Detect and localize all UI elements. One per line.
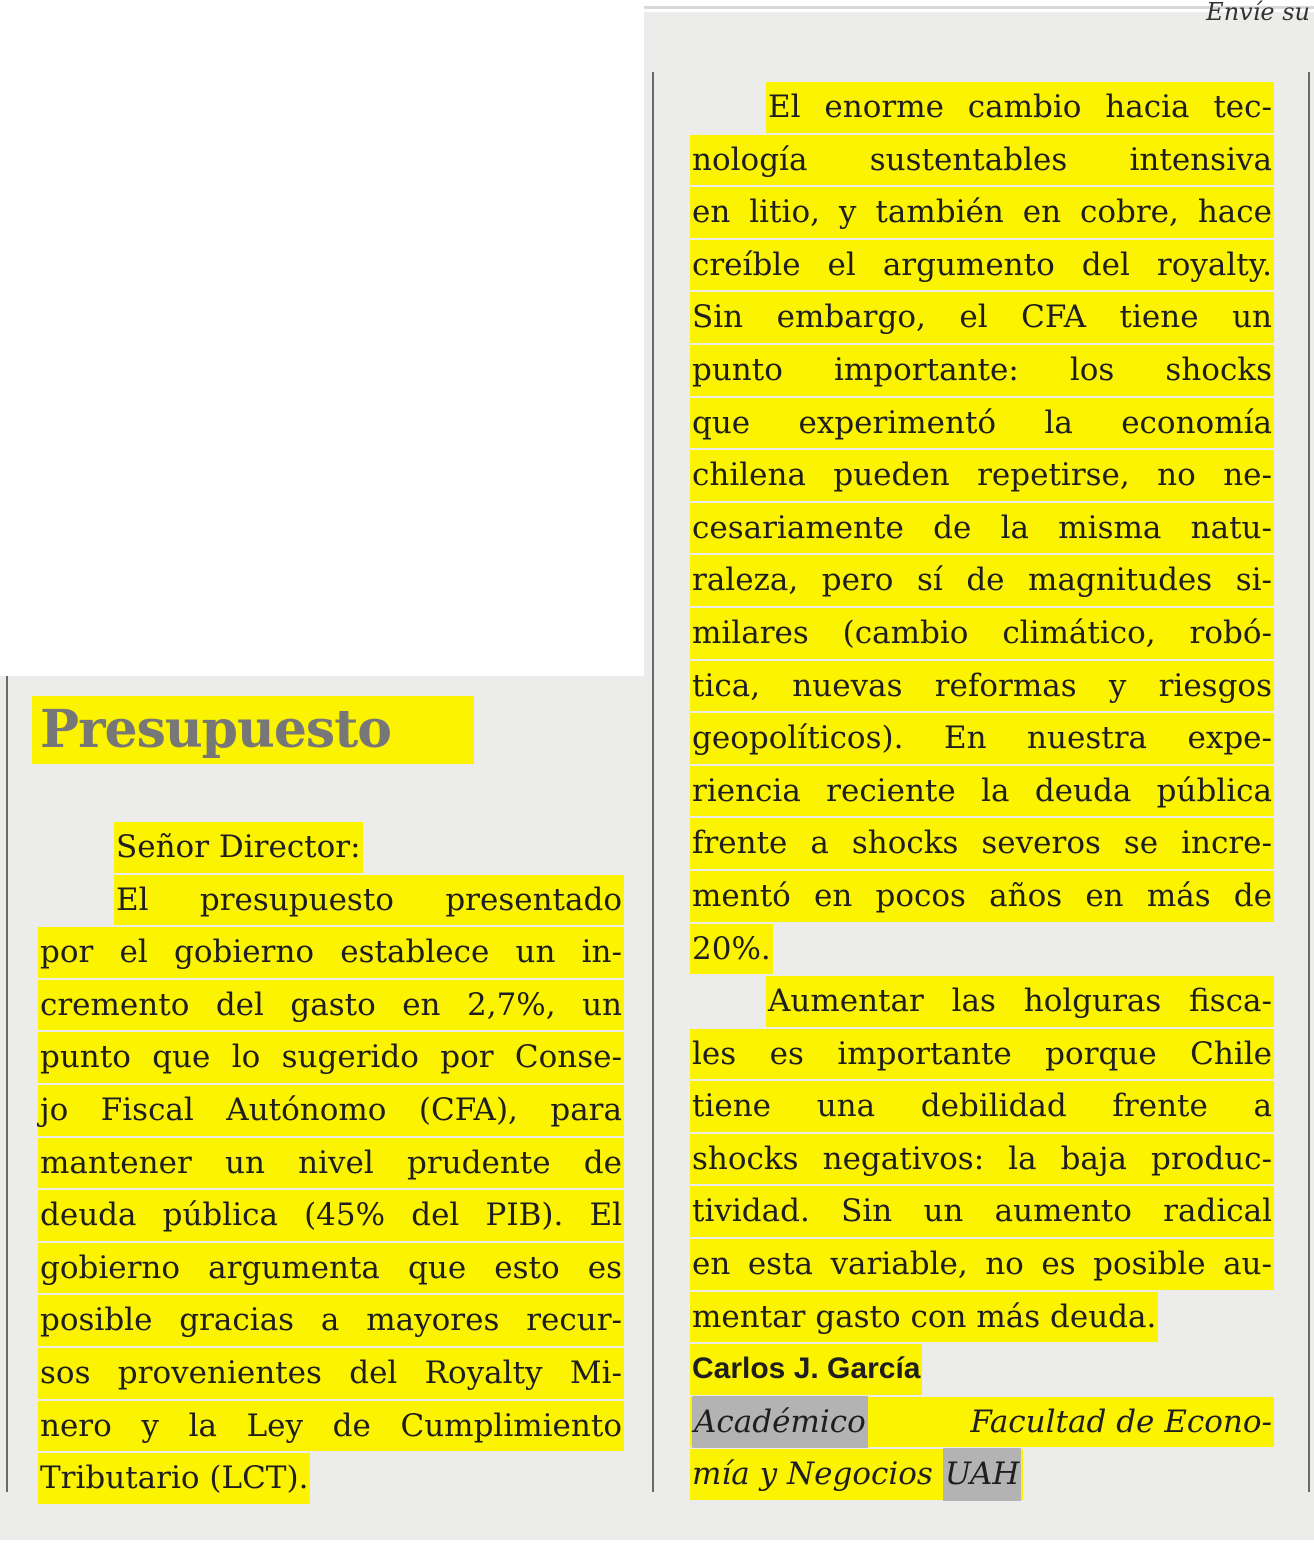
- highlighted-text: [38, 1401, 624, 1452]
- line-text: cremento del gasto en 2,7%, un: [40, 986, 622, 1023]
- highlighted-text: [690, 1239, 1274, 1290]
- text-line: [38, 1188, 624, 1241]
- highlighted-text: [690, 924, 773, 975]
- line-text: mentó en pocos años en más de: [692, 877, 1272, 914]
- line-text: creíble el argumento del royalty.: [692, 246, 1272, 283]
- line-text: tica, nuevas reformas y riesgos: [692, 667, 1272, 704]
- highlighted-text: [114, 875, 624, 926]
- text-line: [690, 448, 1274, 501]
- text-line: [690, 290, 1274, 343]
- highlighted-text: [690, 345, 1274, 396]
- highlighted-text: [690, 818, 1274, 869]
- text-line: [690, 133, 1274, 186]
- line-text: Tributario (LCT).: [40, 1460, 309, 1497]
- author-name: Carlos J. García: [692, 1352, 921, 1386]
- text-line: [38, 1241, 624, 1294]
- column-rule-right: [1308, 72, 1310, 1492]
- highlighted-text: [690, 240, 1274, 291]
- text-line: [690, 869, 1274, 922]
- line-text: frente a shocks severos se incre-: [692, 825, 1272, 862]
- highlighted-text: [690, 503, 1274, 554]
- highlighted-text: [690, 713, 1274, 764]
- highlighted-text: [38, 1295, 624, 1346]
- line-text: cesariamente de la misma natu-: [692, 509, 1272, 546]
- affiliation-university: UAH: [943, 1448, 1022, 1501]
- text-line: [38, 1136, 624, 1189]
- text-line: [690, 185, 1274, 238]
- text-line: [690, 396, 1274, 449]
- line-text: mentar gasto con más deuda.: [692, 1298, 1157, 1335]
- headline: Presupuesto: [40, 699, 391, 760]
- highlighted-text: [690, 398, 1274, 449]
- affiliation-line-1: [690, 1395, 1274, 1448]
- highlighted-text: [690, 1292, 1158, 1343]
- affiliation-line-2: [690, 1447, 1274, 1500]
- line-text: mantener un nivel prudente de: [40, 1144, 622, 1181]
- text-line: [690, 816, 1274, 869]
- text-line: [38, 1399, 624, 1452]
- line-text: punto importante: los shocks: [692, 351, 1272, 388]
- left-text-column: [38, 820, 624, 1504]
- line-text: milares (cambio climático, robó-: [692, 614, 1272, 651]
- line-text: chilena pueden repetirse, no ne-: [692, 457, 1272, 494]
- highlighted-text: [690, 1134, 1274, 1185]
- text-line: [690, 1027, 1274, 1080]
- text-line: [38, 1030, 624, 1083]
- line-text: nero y la Ley de Cumplimiento: [40, 1407, 622, 1444]
- text-line: [690, 711, 1274, 764]
- text-line: [690, 922, 1274, 975]
- highlighted-text: [690, 450, 1274, 501]
- line-text: deuda pública (45% del PIB). El: [40, 1197, 622, 1234]
- highlighted-text: [690, 292, 1274, 343]
- text-line: [690, 1184, 1274, 1237]
- line-text: nología sustentables intensiva: [692, 141, 1272, 178]
- text-line: [38, 1451, 624, 1504]
- highlighted-text: [690, 608, 1274, 659]
- highlighted-text: [766, 82, 1274, 133]
- highlighted-text: [114, 822, 363, 873]
- right-text-column: [690, 80, 1274, 1500]
- text-line: [38, 1346, 624, 1399]
- line-text: geopolíticos). En nuestra expe-: [692, 720, 1272, 757]
- highlighted-text: [690, 1186, 1274, 1237]
- affiliation-highlight: [690, 1397, 1274, 1448]
- text-line: [690, 764, 1274, 817]
- column-rule-middle: [652, 72, 654, 1492]
- line-text: en esta variable, no es posible au-: [692, 1246, 1272, 1283]
- line-text: punto que lo sugerido por Conse-: [40, 1039, 622, 1076]
- text-line: [38, 1083, 624, 1136]
- text-line: [690, 1237, 1274, 1290]
- highlighted-text: [690, 187, 1274, 238]
- line-text: gobierno argumenta que esto es: [40, 1249, 622, 1286]
- headline-highlight: [32, 696, 474, 764]
- highlighted-text: [38, 1032, 624, 1083]
- line-text: tividad. Sin un aumento radical: [692, 1193, 1272, 1230]
- text-line: [690, 343, 1274, 396]
- highlighted-text: [690, 1029, 1274, 1080]
- highlighted-text: [690, 135, 1274, 186]
- highlighted-text: [38, 927, 624, 978]
- line-text: Aumentar las holguras fisca-: [768, 983, 1272, 1020]
- text-line: [690, 501, 1274, 554]
- affiliation-faculty: Facultad de Econo-: [970, 1403, 1272, 1440]
- line-text: que experimentó la economía: [692, 404, 1272, 441]
- line-text: sos provenientes del Royalty Mi-: [40, 1354, 622, 1391]
- line-text: El enorme cambio hacia tec-: [768, 89, 1272, 125]
- affiliation-faculty-cont: mía y Negocios: [692, 1456, 933, 1493]
- text-line: [38, 820, 624, 873]
- line-text: posible gracias a mayores recur-: [40, 1302, 622, 1339]
- highlighted-text: [38, 1348, 624, 1399]
- text-line: [38, 925, 624, 978]
- text-line: [38, 873, 624, 926]
- line-text: en litio, y también en cobre, hace: [692, 194, 1272, 231]
- highlighted-text: [690, 766, 1274, 817]
- line-text: por el gobierno establece un in-: [40, 934, 622, 971]
- highlighted-text: [38, 1453, 310, 1504]
- corner-fragment: Envíe su: [1206, 0, 1310, 26]
- highlighted-text: [690, 661, 1274, 712]
- line-text: jo Fiscal Autónomo (CFA), para: [40, 1091, 622, 1128]
- line-text: raleza, pero sí de magnitudes si-: [692, 562, 1272, 599]
- affiliation-title: Académico: [692, 1396, 868, 1449]
- highlighted-text: [38, 1085, 624, 1136]
- text-line: [690, 80, 1274, 133]
- line-text: shocks negativos: la baja produc-: [692, 1140, 1272, 1177]
- text-line: [38, 978, 624, 1031]
- highlighted-text: [766, 976, 1274, 1027]
- highlighted-text: [38, 1138, 624, 1189]
- text-line: [690, 659, 1274, 712]
- text-line: [690, 974, 1274, 1027]
- line-text: tiene una debilidad frente a: [692, 1088, 1272, 1125]
- text-line: [690, 553, 1274, 606]
- text-line: [690, 606, 1274, 659]
- highlighted-text: [38, 980, 624, 1031]
- highlighted-text: [38, 1190, 624, 1241]
- highlighted-text: [690, 871, 1274, 922]
- text-line: [690, 1132, 1274, 1185]
- line-text: 20%.: [692, 930, 771, 967]
- line-text: El presupuesto presentado: [116, 881, 622, 918]
- highlighted-text: [690, 555, 1274, 606]
- highlighted-text: [38, 1243, 624, 1294]
- text-line: [690, 1079, 1274, 1132]
- text-line: [38, 1293, 624, 1346]
- highlighted-text: [690, 1081, 1274, 1132]
- affiliation-highlight: [690, 1449, 1023, 1500]
- author-line: [690, 1342, 1274, 1395]
- line-text: Señor Director:: [116, 829, 361, 865]
- text-line: [690, 1290, 1274, 1343]
- column-rule-left: [6, 676, 8, 1492]
- line-text: riencia reciente la deuda pública: [692, 772, 1272, 809]
- line-text: Sin embargo, el CFA tiene un: [692, 299, 1272, 336]
- text-line: [690, 238, 1274, 291]
- line-text: les es importante porque Chile: [692, 1035, 1272, 1072]
- author-highlight: [690, 1344, 922, 1395]
